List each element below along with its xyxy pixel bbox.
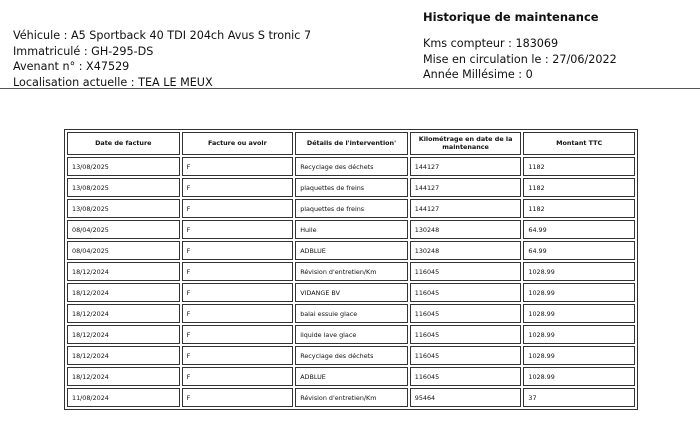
table-row [67,178,635,197]
column-header-amount: Montant TTC [523,132,635,155]
cell-amount: 1182 [523,157,635,176]
cell-amount: 1028.99 [523,325,635,344]
cell-amount: 1028.99 [523,262,635,281]
cell-invoice-type: F [182,199,294,218]
vehicle-info [13,28,311,90]
cell-invoice-date: 18/12/2024 [67,283,180,302]
cell-amount: 64.99 [523,241,635,260]
table-row [67,220,635,239]
cell-intervention-details: ADBLUE [295,367,408,386]
cell-invoice-date: 18/12/2024 [67,346,180,365]
cell-mileage: 116045 [410,367,522,386]
cell-invoice-type: F [182,304,294,323]
cell-intervention-details: plaquettes de freins [295,199,408,218]
cell-mileage: 116045 [410,262,522,281]
cell-intervention-details: Révision d'entretien/Km [295,388,408,407]
cell-invoice-type: F [182,178,294,197]
maintenance-table [64,129,638,410]
cell-mileage: 116045 [410,304,522,323]
cell-invoice-type: F [182,220,294,239]
column-header-invoice-type: Facture ou avoir [182,132,294,155]
cell-mileage: 116045 [410,283,522,302]
cell-mileage: 144127 [410,199,522,218]
cell-amount: 1182 [523,199,635,218]
column-header-mileage: Kilométrage en date de la maintenance [410,132,522,155]
cell-invoice-date: 18/12/2024 [67,262,180,281]
cell-invoice-date: 08/04/2025 [67,220,180,239]
table-row [67,346,635,365]
cell-invoice-date: 13/08/2025 [67,178,180,197]
cell-invoice-type: F [182,157,294,176]
cell-intervention-details: Recyclage des déchets [295,346,408,365]
amendment-number: Avenant n° : X47529 [13,60,130,73]
vehicle-model: Véhicule : A5 Sportback 40 TDI 204ch Avus S tronic 7 [13,29,312,42]
cell-mileage: 130248 [410,220,522,239]
cell-invoice-date: 13/08/2025 [67,199,180,218]
table-row [67,367,635,386]
cell-intervention-details: Huile [295,220,408,239]
table-row [67,304,635,323]
cell-invoice-date: 18/12/2024 [67,304,180,323]
cell-amount: 37 [523,388,635,407]
cell-invoice-date: 13/08/2025 [67,157,180,176]
cell-invoice-date: 08/04/2025 [67,241,180,260]
table-row [67,157,635,176]
table-row [67,283,635,302]
cell-amount: 64.99 [523,220,635,239]
table-row [67,388,635,407]
cell-invoice-date: 18/12/2024 [67,325,180,344]
table-row [67,199,635,218]
cell-intervention-details: Recyclage des déchets [295,157,408,176]
table-body [67,157,635,407]
table-row [67,262,635,281]
maintenance-title: Historique de maintenance [423,10,599,24]
cell-invoice-type: F [182,346,294,365]
cell-invoice-type: F [182,367,294,386]
cell-amount: 1028.99 [523,283,635,302]
cell-intervention-details: plaquettes de freins [295,178,408,197]
column-header-intervention-details: Détails de l'intervention' [295,132,408,155]
table-header-row [67,132,635,155]
cell-amount: 1182 [523,178,635,197]
registration-date: Mise en circulation le : 27/06/2022 [423,52,617,66]
cell-mileage: 144127 [410,178,522,197]
cell-mileage: 95464 [410,388,522,407]
cell-invoice-date: 11/08/2024 [67,388,180,407]
column-header-invoice-date: Date de facture [67,132,180,155]
odometer: Kms compteur : 183069 [423,37,559,50]
cell-intervention-details: ADBLUE [295,241,408,260]
cell-mileage: 130248 [410,241,522,260]
cell-invoice-type: F [182,241,294,260]
cell-invoice-type: F [182,262,294,281]
cell-invoice-type: F [182,283,294,302]
cell-intervention-details: balai essuie glace [295,304,408,323]
registration-number: Immatriculé : GH-295-DS [13,44,154,58]
table-row [67,241,635,260]
cell-mileage: 144127 [410,157,522,176]
maintenance-info [423,36,617,83]
cell-amount: 1028.99 [523,346,635,365]
cell-invoice-type: F [182,325,294,344]
cell-intervention-details: Révision d'entretien/Km [295,262,408,281]
cell-invoice-type: F [182,388,294,407]
cell-mileage: 116045 [410,346,522,365]
cell-amount: 1028.99 [523,367,635,386]
maintenance-table-container [64,129,638,429]
cell-intervention-details: VIDANGE BV [295,283,408,302]
cell-amount: 1028.99 [523,304,635,323]
cell-mileage: 116045 [410,325,522,344]
table-row [67,325,635,344]
document-header [0,0,700,89]
model-year: Année Millésime : 0 [423,68,533,81]
current-location: Localisation actuelle : TEA LE MEUX [13,75,213,89]
cell-invoice-date: 18/12/2024 [67,367,180,386]
cell-intervention-details: liquide lave glace [295,325,408,344]
